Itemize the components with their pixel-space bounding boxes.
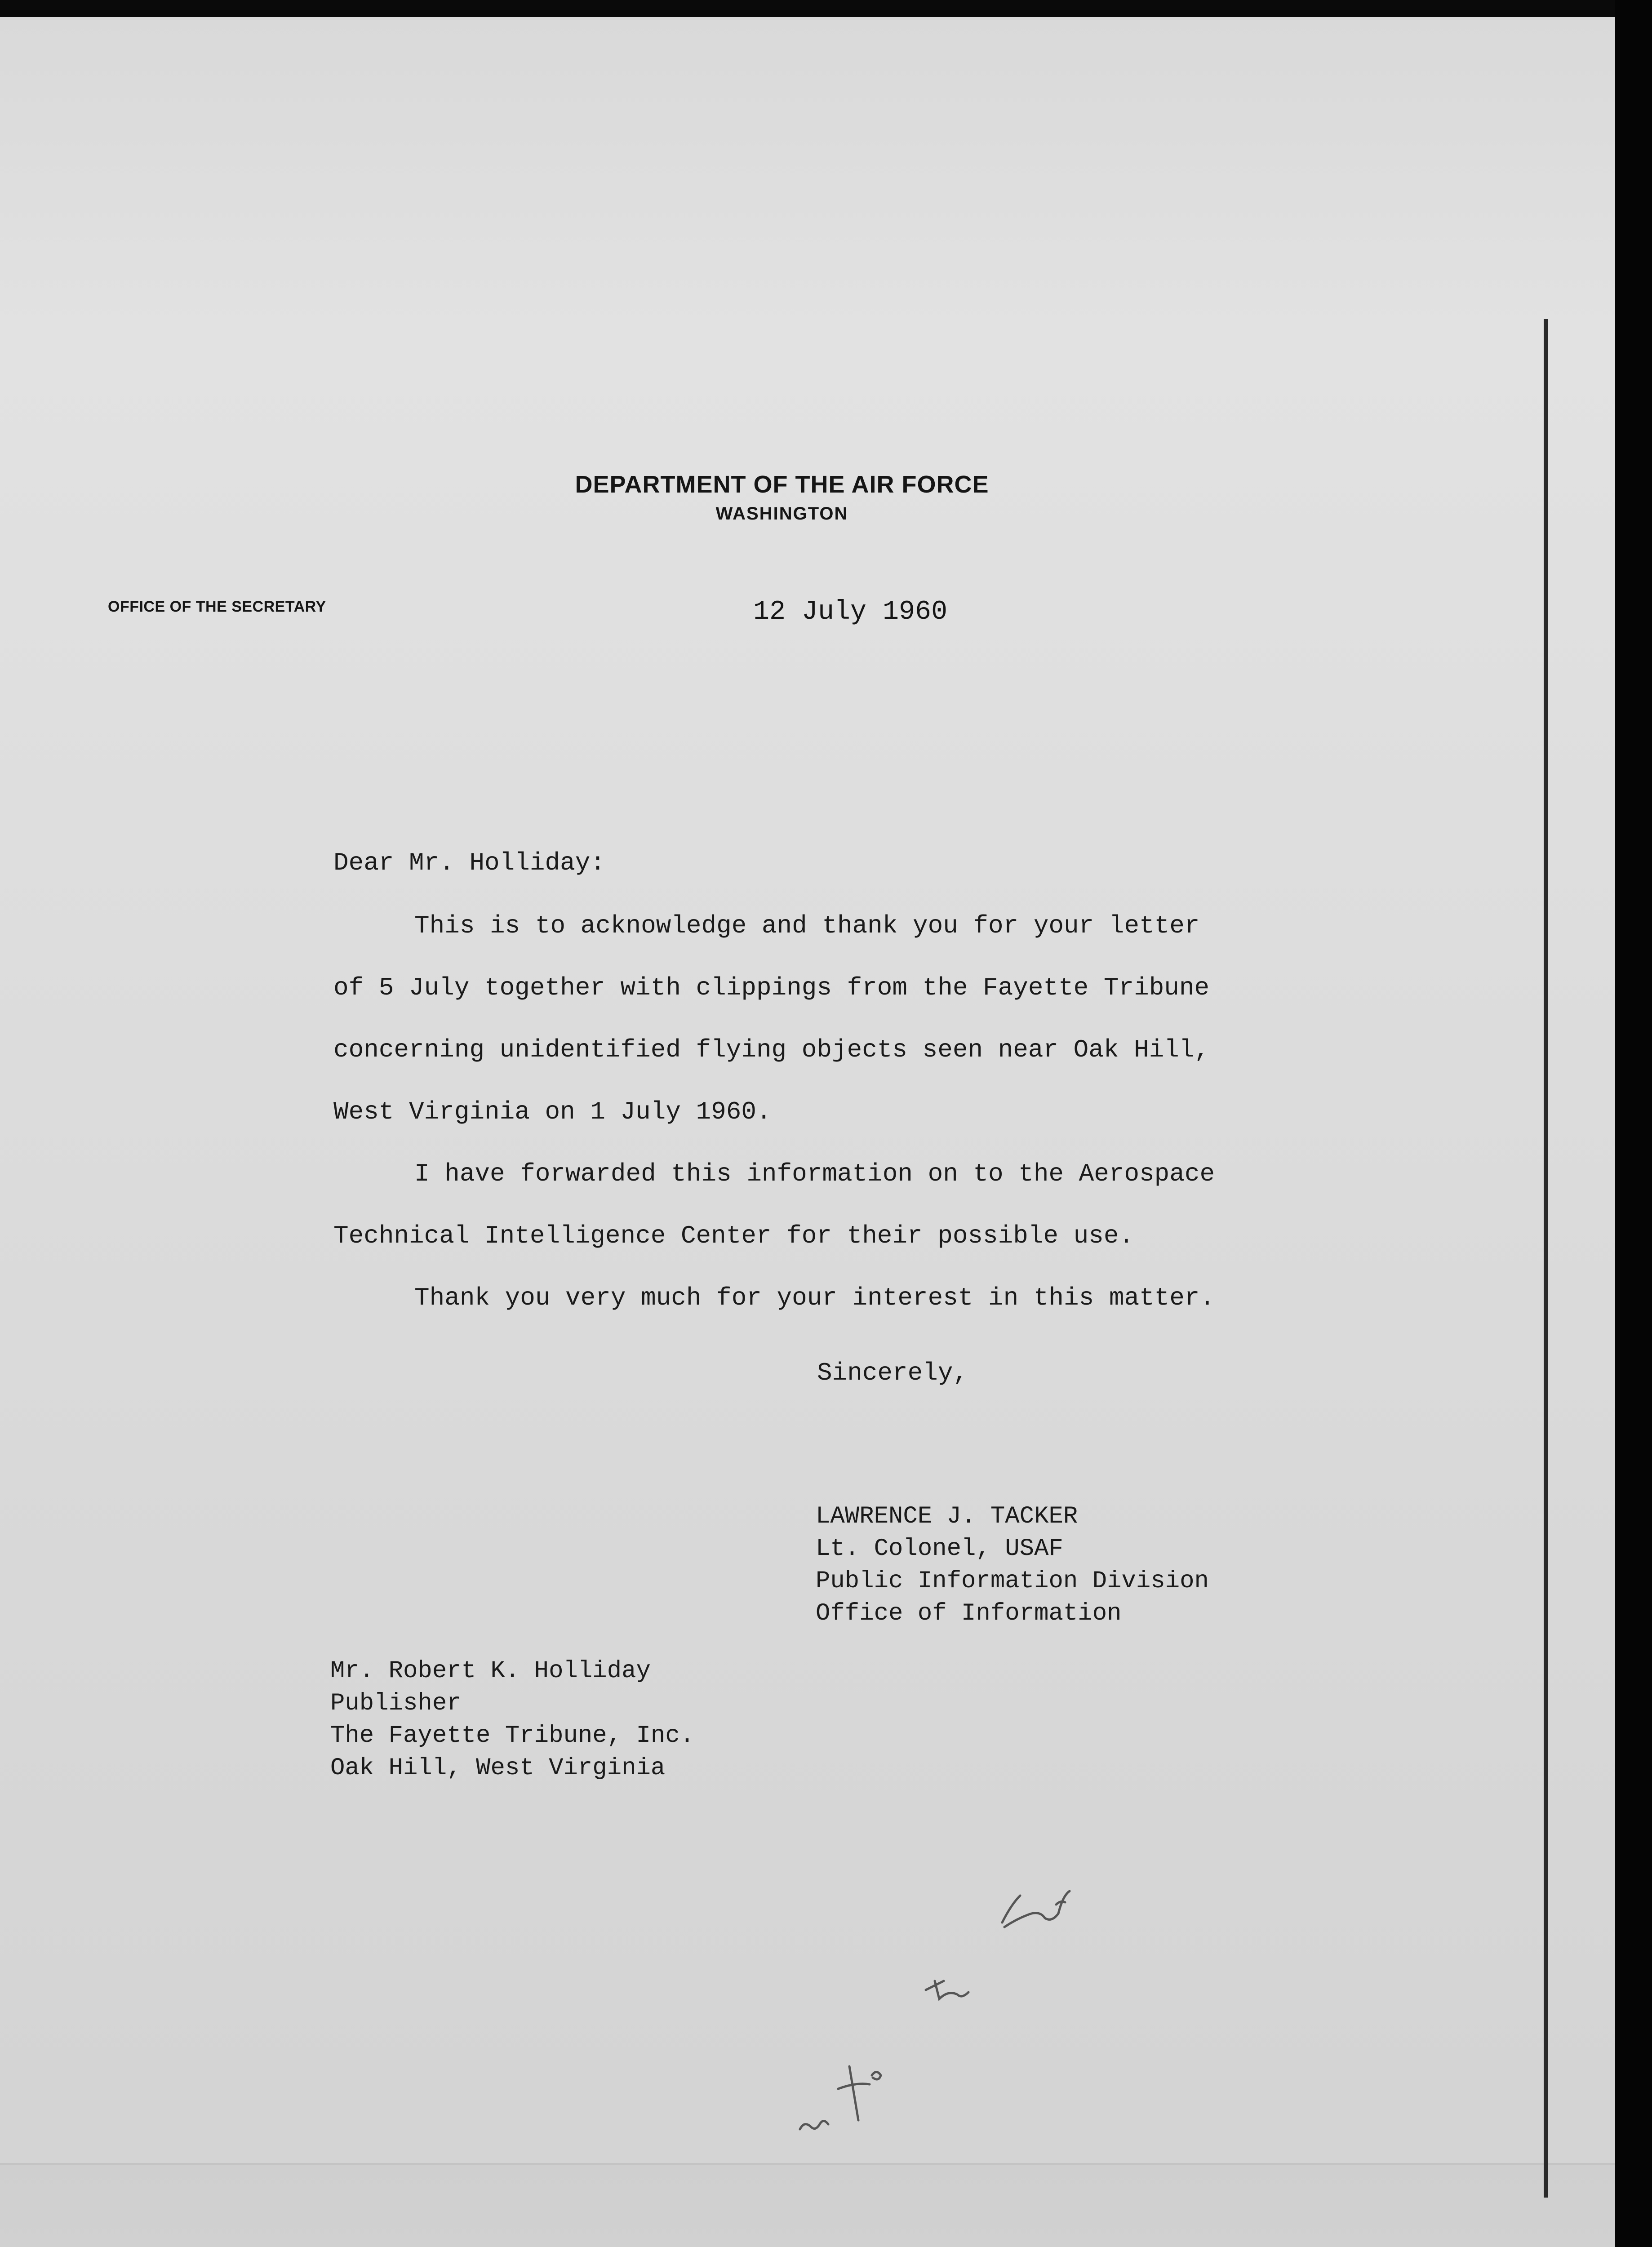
handwritten-annotation [791,1878,1115,2147]
scan-right-border [1615,0,1652,2247]
body-line: Technical Intelligence Center for their possible use. [333,1221,1134,1250]
body-line: Thank you very much for your interest in this matter. [414,1283,1215,1312]
recipient-name: Mr. Robert K. Holliday [330,1657,651,1685]
body-line: I have forwarded this information on to the Aerospace [414,1159,1215,1188]
body-line: of 5 July together with clippings from the Fayette Tribune [333,973,1210,1002]
recipient-title: Publisher [330,1690,462,1717]
office-of-secretary-label: OFFICE OF THE SECRETARY [108,598,326,615]
body-line: concerning unidentified flying objects seen near Oak Hill, [333,1035,1210,1064]
letterhead-department: DEPARTMENT OF THE AIR FORCE [575,471,989,498]
scan-top-border [0,0,1652,17]
recipient-company: The Fayette Tribune, Inc. [330,1722,695,1750]
body-line: This is to acknowledge and thank you for your letter [414,911,1200,940]
letter-page [0,17,1615,2247]
body-line: West Virginia on 1 July 1960. [333,1097,772,1126]
underlying-page-edge [0,2163,1615,2247]
page-edge-shadow [1544,319,1548,2198]
letterhead-city: WASHINGTON [715,504,848,524]
salutation: Dear Mr. Holliday: [333,848,605,877]
letter-date: 12 July 1960 [753,597,948,627]
signature-division: Public Information Division [816,1568,1209,1595]
closing: Sincerely, [817,1359,968,1387]
signature-rank: Lt. Colonel, USAF [816,1535,1063,1563]
recipient-location: Oak Hill, West Virginia [330,1754,666,1782]
letterhead [539,469,1025,527]
signature-name: LAWRENCE J. TACKER [816,1503,1078,1530]
signature-office: Office of Information [816,1600,1122,1627]
